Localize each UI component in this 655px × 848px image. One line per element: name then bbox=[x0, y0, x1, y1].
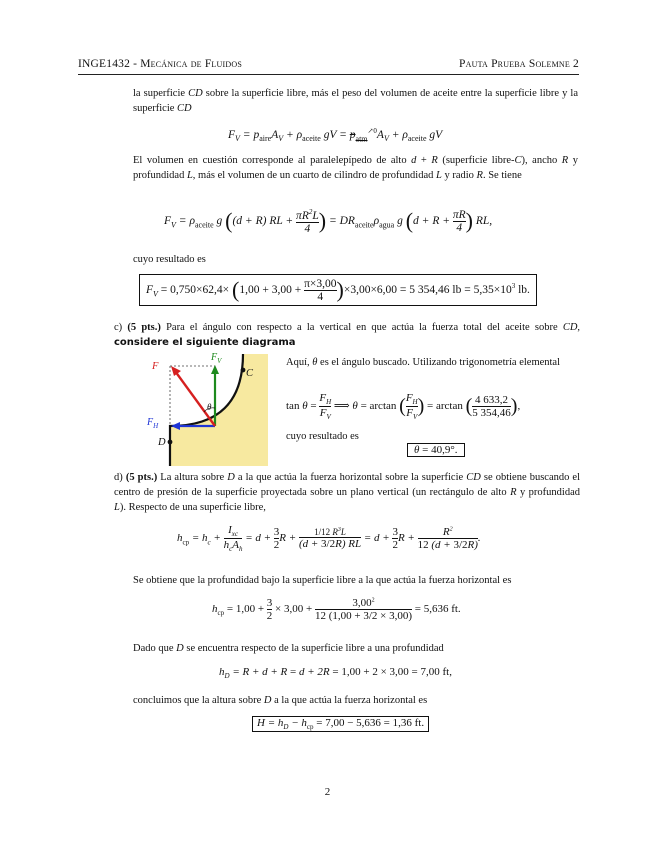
resultant-arrow bbox=[175, 371, 215, 426]
c-result-intro: cuyo resultado es bbox=[286, 431, 359, 442]
part-d-paragraph bbox=[114, 470, 580, 515]
page-number: 2 bbox=[324, 786, 331, 798]
conclude-paragraph: concluimos que la altura sobre D a la que actúa la fuerza horizontal es bbox=[133, 695, 428, 706]
part-d-label: d) bbox=[114, 472, 123, 483]
point-d bbox=[168, 440, 173, 445]
equation-hcp: $h_{cp} = h_c$ + $I_{xc}$ $h_cA_h$ = d + $\frac{3}{2}$ R + 1/12 $R^3L$ (d + 3/2R) RL = d + $\frac{3}{2}$ R + $\frac{R^2}{12 (d + 3/2R)}$ . bbox=[177, 524, 481, 554]
label-theta: θ bbox=[207, 402, 212, 412]
label-fh: $F_H$ bbox=[147, 417, 159, 430]
course-title: INGE1432 - Mecánica de Fluidos bbox=[78, 58, 242, 70]
result-intro: cuyo resultado es bbox=[133, 254, 206, 265]
depth-paragraph: Se obtiene que la profundidad bajo la superficie libre a la que actúa la fuerza horizontal es bbox=[133, 575, 512, 586]
part-d-text: La altura sobre D a la que actúa la fuerza horizontal sobre la superficie CD se obtiene buscando el centro de presión de la superficie proyectada sobre un plano vertical (un rectángulo de alto R y profundidad L). Respecto de una superficie libre, bbox=[114, 472, 581, 513]
oil-region bbox=[170, 354, 268, 466]
label-fv: $F_V$ bbox=[211, 352, 222, 365]
header-rule bbox=[78, 74, 579, 75]
equation-fv1: $F_V = p_{aire}A_V + \rho_{aceite}$ gV = $p_{atm}^{↗0}A_V + \rho_{aceite}$ gV bbox=[228, 127, 443, 144]
label-resultant: F bbox=[152, 361, 159, 372]
d-depth-paragraph: Dado que D se encuentra respecto de la superficie libre a una profundidad bbox=[133, 643, 444, 654]
resultant-arrowhead bbox=[171, 366, 181, 376]
volume-paragraph: El volumen en cuestión corresponde al paralelepípedo de alto d + R (superficie libre-C), ancho R y profundidad L, más el volumen de un cuarto de cilindro de profundidad L y radio R. Se tiene bbox=[133, 155, 579, 181]
equation-tan: tan θ = $\frac{F_H}{F_V}$ ⟹ θ = arctan ( $\frac{F_H}{F_V}$ ) = arctan ( $\frac{4 633,2}{5 354,46}$ ), bbox=[286, 392, 521, 422]
intro-paragraph bbox=[133, 86, 578, 116]
equation-hcp-numeric: $h_{cp} = 1,00$ + $\frac{3}{2}$ × 3,00 + $\frac{3,00^2}{12 (1,00 + 3/2 \times 3,00)}$ = 5,636 ft. bbox=[212, 597, 461, 622]
point-c bbox=[241, 368, 246, 373]
part-c-points: (5 pts.) bbox=[127, 322, 161, 333]
H-result-box: $H = h_D - h_{cp} = 7,00 - 5,636 = 1,36$ ft. bbox=[252, 716, 429, 732]
part-c-label: c) bbox=[114, 322, 123, 333]
part-c-paragraph bbox=[114, 320, 580, 350]
part-c-bold: considere el siguiente diagrama bbox=[114, 337, 296, 348]
label-c: C bbox=[246, 368, 254, 379]
page-header bbox=[78, 58, 579, 74]
doc-title: Pauta Prueba Solemne 2 bbox=[459, 58, 579, 70]
intro-text: la superficie CD sobre la superficie libre, más el peso del volumen de aceite entre la superficie libre y la superficie CD bbox=[133, 88, 578, 114]
label-d: D bbox=[158, 437, 166, 448]
part-d-points: (5 pts.) bbox=[125, 472, 158, 483]
c-right-paragraph: Aquí, θ es el ángulo buscado. Utilizando trigonometría elemental bbox=[286, 357, 561, 368]
part-c-text: Para el ángulo con respecto a la vertical en que actúa la fuerza total del aceite sobre CD, bbox=[166, 322, 581, 333]
theta-result-box: θ = 40,9°. bbox=[407, 443, 465, 457]
equation-fv2: $F_V = \rho_{aceite}$ g ((d + R) RL + $\frac{\pi R^2L}{4}$ ) = $DR_{aceite}\rho_{agua}$ g (d + R + $\frac{\pi R}{4}$ ) RL, bbox=[164, 208, 493, 235]
equation-hd: $h_D = R + d + R = d + 2R = 1,00 + 2 \times 3,00 = 7,00$ ft, bbox=[219, 666, 452, 681]
fv-arrowhead bbox=[211, 365, 219, 374]
fv-result-box: $F_V = 0,750\times 62,4\times (1,00 + 3,00$ + $\frac{\pi\times 3,00}{4}$ )×3,00×6,00 = 5 354,46 lb = $5,35\times 10^3$ lb. bbox=[139, 274, 537, 306]
